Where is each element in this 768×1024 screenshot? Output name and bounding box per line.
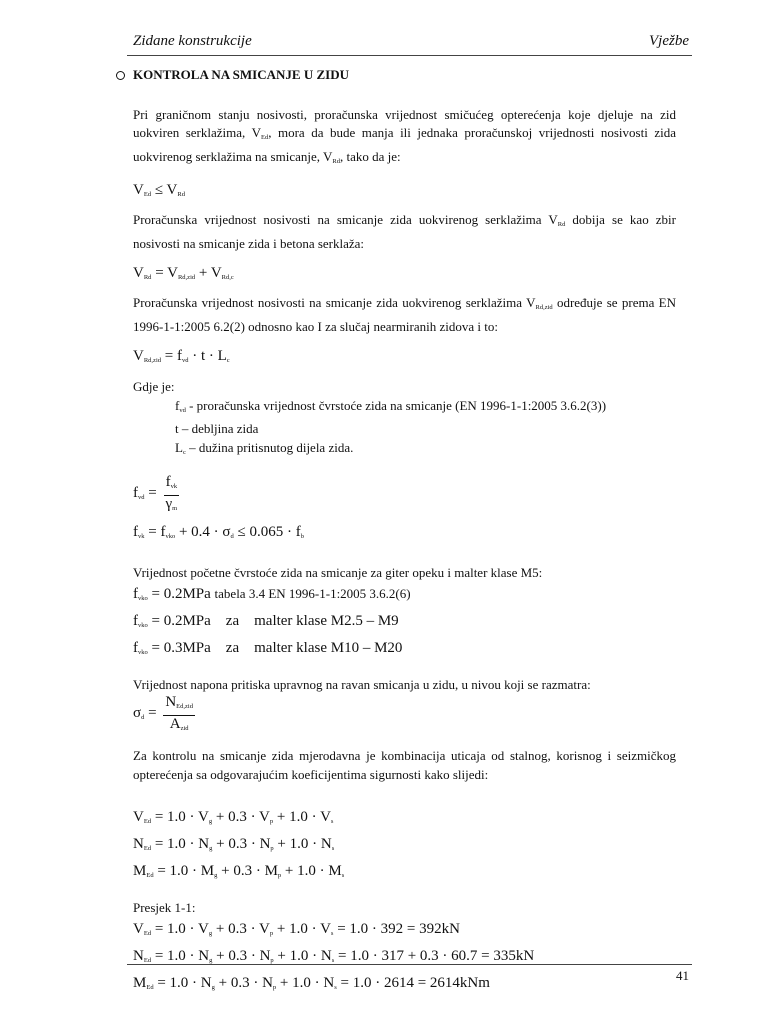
header-title: Zidane konstrukcije: [133, 33, 252, 49]
equation-med-result: $M_{Ed} = 1.0 \cdot N_g + 0.3 \cdot N_p + 1.0 \cdot N_s = 1.0 \cdot 2614 = 2614kNm$: [133, 974, 490, 991]
equation-fvk: $f_{vk} = f_{vko} + 0.4 \cdot \sigma_d \le 0.065 \cdot f_b$: [133, 524, 304, 540]
definition-fvd: $f_{vd}$ - proračunska vrijednost čvrstoće zida na smicanje (EN 1996-1-1:2005 3.6.2(3)): [175, 397, 607, 414]
section-title: KONTROLA NA SMICANJE U ZIDU: [133, 67, 349, 82]
definitions-list: [175, 397, 676, 463]
equation-vrd-sum: $V_{Rd} = V_{Rd,zid} + V_{Rd,c}$: [133, 265, 234, 281]
equation-ned-comb: $N_{Ed} = 1.0 \cdot N_g + 0.3 \cdot N_p + 1.0 \cdot N_s$: [133, 836, 335, 852]
combination-block: [133, 806, 676, 887]
equation-ved-le-vrd: $V_{Ed} \le V_{Rd}$: [133, 182, 185, 198]
definition-t: t – debljina zida: [175, 421, 259, 436]
equation-sigma-d: $\sigma_d$ = $\frac{N_{Ed,zid}}{A_{zid}}$: [133, 694, 193, 732]
page-number: 41: [676, 968, 689, 983]
paragraph-2: Proračunska vrijednost nosivosti na smicanje zida uokvirenog serklažima $V_{Rd}$ dobija se kao zbir nosivosti na smicanje zida i betona serklaža:: [133, 212, 676, 251]
presjek-label: Presjek 1-1:: [133, 900, 196, 915]
paragraph-3: Proračunska vrijednost nosivosti na smicanje zida uokvirenog serklažima $V_{Rd,zid}$ određuje se prema EN 1996-1-1:2005 6.2(2) odnosno kao I za slučaj nearmiranih zidova i to:: [133, 295, 677, 334]
paragraph-5: Vrijednost napona pritiska upravnog na ravan smicanja u zidu, u nivou koji se razmatra:: [133, 676, 591, 692]
paragraph-4: Vrijednost početne čvrstoće zida na smicanje za giter opeku i malter klase M5:: [133, 565, 543, 580]
paragraph-6: Za kontrolu na smicanje zida mjerodavna je kombinacija uticaja od stalnog, korisnog i seizmičkog opterećenja sa odgovarajućim koeficijentima sigurnosti kako slijedi:: [133, 748, 676, 782]
page-content: [133, 66, 676, 999]
header-rule: [127, 55, 692, 56]
equation-ned-result: $N_{Ed} = 1.0 \cdot N_g + 0.3 \cdot N_p + 1.0 \cdot N_s = 1.0 \cdot 317 + 0.3 \cdot 60.7 = 335kN$: [133, 947, 535, 964]
gdje-label: Gdje je:: [133, 379, 175, 394]
equation-fvko-3: $f_{vko} = 0.3MPa$ za malter klase M10 – M20: [133, 639, 403, 656]
equation-ved-comb: $V_{Ed} = 1.0 \cdot V_g + 0.3 \cdot V_p + 1.0 \cdot V_s$: [133, 809, 334, 825]
footer-rule: [127, 964, 692, 965]
section-heading: [116, 66, 676, 85]
header-section: Vježbe: [649, 33, 689, 49]
equation-fvko-1: $f_{vko} = 0.2MPa$ tabela 3.4 EN 1996-1-1:2005 3.6.2(6): [133, 585, 411, 602]
paragraph-1: Pri graničnom stanju nosivosti, proračunska vrijednost smičućeg opterećenja koje djeluje na zid uokviren serklažima, $V_{Ed}$, mora da bude manja ili jednaka proračunskoj vrijednosti nosivosti zida uokvirenog serklažima na smicanje, $V_{Rd}$, tako da je:: [133, 106, 677, 165]
bullet-icon: [116, 71, 125, 80]
equation-vrd-zid: $V_{Rd,zid} = f_{vd} \cdot t \cdot L_c$: [133, 348, 230, 364]
equation-fvd: $f_{vd}$ = $\frac{f_{vk}}{\gamma_m}$: [133, 474, 178, 512]
definition-lc: $L_c$ – dužina pritisnutog dijela zida.: [175, 439, 354, 456]
equation-med-comb: $M_{Ed} = 1.0 \cdot M_g + 0.3 \cdot M_p + 1.0 \cdot M_s$: [133, 863, 345, 879]
equation-fvko-2: $f_{vko} = 0.2MPa$ za malter klase M2.5 – M9: [133, 612, 399, 629]
equation-ved-result: $V_{Ed} = 1.0 \cdot V_g + 0.3 \cdot V_p + 1.0 \cdot V_s = 1.0 \cdot 392 = 392kN$: [133, 920, 460, 937]
